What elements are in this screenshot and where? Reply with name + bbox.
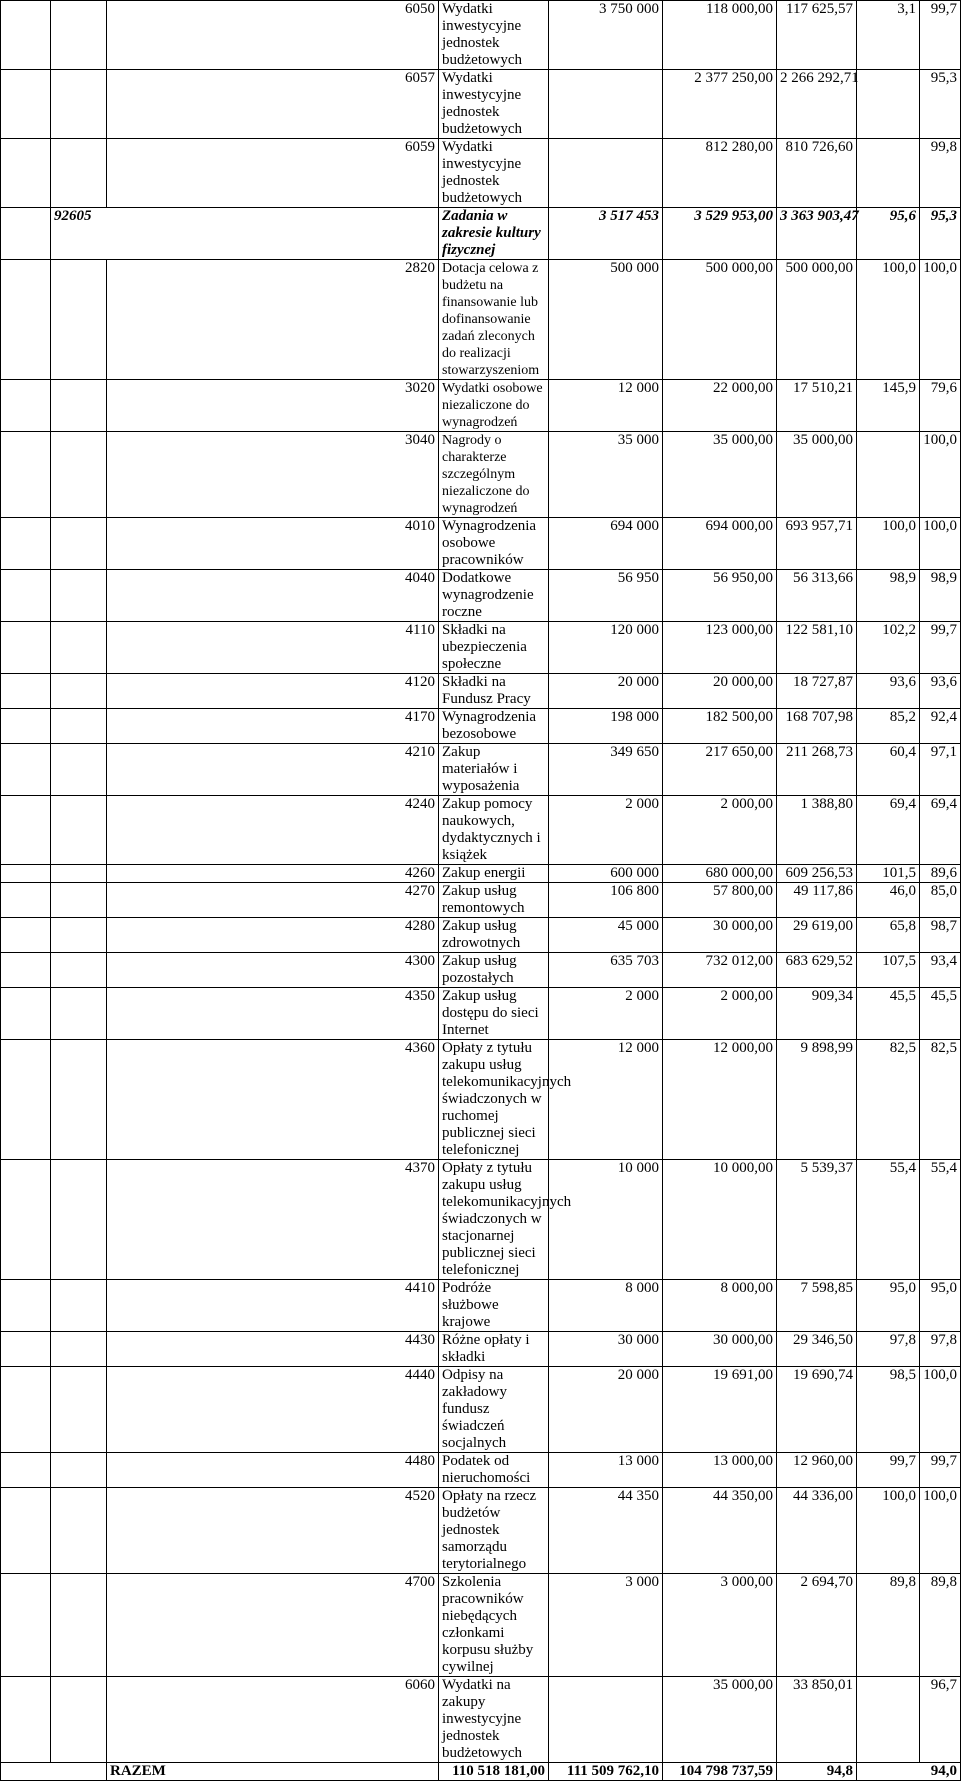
- table-row: [1, 796, 961, 865]
- item-name: Opłaty na rzecz budżetów jednostek samorządu terytorialnego: [439, 1488, 549, 1574]
- pct-after-value: 55,4: [920, 1160, 961, 1280]
- plan-value: 198 000: [549, 709, 663, 744]
- pct-after-value: 99,7: [920, 1453, 961, 1488]
- executed-value: 33 850,01: [777, 1677, 857, 1763]
- blank-cell: [1, 570, 51, 622]
- pct-after-value: 98,9: [920, 570, 961, 622]
- blank-cell: [51, 1332, 107, 1367]
- pct-after-value: 97,1: [920, 744, 961, 796]
- blank-cell: [51, 518, 107, 570]
- executed-value: 211 268,73: [777, 744, 857, 796]
- plan-after-value: 123 000,00: [663, 622, 777, 674]
- paragraph-code: 2820: [107, 260, 439, 380]
- table-row: [1, 1332, 961, 1367]
- blank-cell: [1, 1332, 51, 1367]
- pct-plan-value: 85,2: [857, 709, 920, 744]
- blank-cell: [51, 744, 107, 796]
- plan-value: 44 350: [549, 1488, 663, 1574]
- pct-plan-value: [857, 1677, 920, 1763]
- paragraph-code: 4700: [107, 1574, 439, 1677]
- total-label: RAZEM: [107, 1763, 439, 1781]
- pct-plan-value: 101,5: [857, 865, 920, 883]
- executed-value: 44 336,00: [777, 1488, 857, 1574]
- paragraph-code: 4480: [107, 1453, 439, 1488]
- plan-after-value: 680 000,00: [663, 865, 777, 883]
- pct-after-value: 93,4: [920, 953, 961, 988]
- blank-cell: [1, 1367, 51, 1453]
- plan-value: 2 000: [549, 988, 663, 1040]
- table-row: [1, 744, 961, 796]
- paragraph-code: 4240: [107, 796, 439, 865]
- paragraph-code: 3020: [107, 380, 439, 432]
- plan-after-value: 13 000,00: [663, 1453, 777, 1488]
- plan-after-value: 812 280,00: [663, 139, 777, 208]
- plan-after-value: 35 000,00: [663, 432, 777, 518]
- pct-after-value: 100,0: [920, 1488, 961, 1574]
- pct-plan-value: 100,0: [857, 260, 920, 380]
- table-row: [1, 570, 961, 622]
- item-name: Różne opłaty i składki: [439, 1332, 549, 1367]
- table-row: [1, 709, 961, 744]
- item-name: Zakup usług zdrowotnych: [439, 918, 549, 953]
- item-name: Podróże służbowe krajowe: [439, 1280, 549, 1332]
- executed-value: 693 957,71: [777, 518, 857, 570]
- blank-cell: [1, 674, 51, 709]
- item-name: Wydatki osobowe niezaliczone do wynagrodzeń: [439, 380, 549, 432]
- blank-cell: [51, 1677, 107, 1763]
- plan-value: 120 000: [549, 622, 663, 674]
- item-name: Wydatki na zakupy inwestycyjne jednostek budżetowych: [439, 1677, 549, 1763]
- plan-value: 56 950: [549, 570, 663, 622]
- executed-value: 29 346,50: [777, 1332, 857, 1367]
- executed-value: 35 000,00: [777, 432, 857, 518]
- plan-after-value: 10 000,00: [663, 1160, 777, 1280]
- plan-value: 30 000: [549, 1332, 663, 1367]
- table-row: [1, 432, 961, 518]
- blank-cell: [51, 1574, 107, 1677]
- pct-plan-value: 145,9: [857, 380, 920, 432]
- item-name: Składki na ubezpieczenia społeczne: [439, 622, 549, 674]
- plan-after-value: 3 000,00: [663, 1574, 777, 1677]
- pct-plan-value: 60,4: [857, 744, 920, 796]
- paragraph-code: 4120: [107, 674, 439, 709]
- pct-after-value: 92,4: [920, 709, 961, 744]
- pct-plan-value: 65,8: [857, 918, 920, 953]
- plan-after-value: 44 350,00: [663, 1488, 777, 1574]
- plan-value: 694 000: [549, 518, 663, 570]
- plan-value: [549, 1677, 663, 1763]
- executed-value: 909,34: [777, 988, 857, 1040]
- plan-value: 20 000: [549, 1367, 663, 1453]
- table-row: [1, 988, 961, 1040]
- plan-value: 600 000: [549, 865, 663, 883]
- blank-cell: [1, 208, 51, 260]
- plan-after-value: 732 012,00: [663, 953, 777, 988]
- blank-cell: [51, 918, 107, 953]
- plan-value: 106 800: [549, 883, 663, 918]
- blank-cell: [1, 1677, 51, 1763]
- executed-value: 17 510,21: [777, 380, 857, 432]
- blank-cell: [1, 744, 51, 796]
- plan-after-value: 118 000,00: [663, 1, 777, 70]
- executed-value: 122 581,10: [777, 622, 857, 674]
- total-plan: 110 518 181,00: [439, 1763, 549, 1781]
- paragraph-code: 4040: [107, 570, 439, 622]
- pct-plan-value: 97,8: [857, 1332, 920, 1367]
- blank-cell: [51, 260, 107, 380]
- plan-after-value: 35 000,00: [663, 1677, 777, 1763]
- paragraph-code: 4410: [107, 1280, 439, 1332]
- item-name: Opłaty z tytułu zakupu usług telekomunikacyjnych świadczonych w ruchomej publicznej sieci telefonicznej: [439, 1040, 549, 1160]
- blank-cell: [1, 796, 51, 865]
- item-name: Zakup energii: [439, 865, 549, 883]
- executed-value: 3 363 903,47: [777, 208, 857, 260]
- executed-value: 2 266 292,71: [777, 70, 857, 139]
- pct-after-value: 100,0: [920, 1367, 961, 1453]
- pct-plan-value: 99,7: [857, 1453, 920, 1488]
- pct-after-value: 97,8: [920, 1332, 961, 1367]
- paragraph-code: 4370: [107, 1160, 439, 1280]
- item-name: Podatek od nieruchomości: [439, 1453, 549, 1488]
- plan-after-value: 20 000,00: [663, 674, 777, 709]
- pct-plan-value: 89,8: [857, 1574, 920, 1677]
- plan-after-value: 56 950,00: [663, 570, 777, 622]
- pct-plan-value: [857, 432, 920, 518]
- pct-after-value: 82,5: [920, 1040, 961, 1160]
- paragraph-code: 4350: [107, 988, 439, 1040]
- blank-cell: [51, 674, 107, 709]
- plan-value: 8 000: [549, 1280, 663, 1332]
- blank-cell: [1, 953, 51, 988]
- paragraph-code: 3040: [107, 432, 439, 518]
- paragraph-code: 4110: [107, 622, 439, 674]
- pct-after-value: 89,8: [920, 1574, 961, 1677]
- item-name: Wynagrodzenia osobowe pracowników: [439, 518, 549, 570]
- pct-plan-value: 102,2: [857, 622, 920, 674]
- item-name: Składki na Fundusz Pracy: [439, 674, 549, 709]
- pct-plan-value: [857, 139, 920, 208]
- pct-plan-value: 100,0: [857, 518, 920, 570]
- executed-value: 12 960,00: [777, 1453, 857, 1488]
- pct-after-value: 89,6: [920, 865, 961, 883]
- pct-plan-value: 95,0: [857, 1280, 920, 1332]
- paragraph-code: 4430: [107, 1332, 439, 1367]
- paragraph-code: 4440: [107, 1367, 439, 1453]
- executed-value: 168 707,98: [777, 709, 857, 744]
- pct-after-value: 100,0: [920, 260, 961, 380]
- plan-value: 349 650: [549, 744, 663, 796]
- plan-after-value: 2 000,00: [663, 988, 777, 1040]
- blank-cell: [1, 1040, 51, 1160]
- pct-after-value: 85,0: [920, 883, 961, 918]
- budget-rows: [1, 1, 961, 1763]
- executed-value: 9 898,99: [777, 1040, 857, 1160]
- paragraph-code: 4520: [107, 1488, 439, 1574]
- pct-after-value: 95,3: [920, 70, 961, 139]
- item-name: Wydatki inwestycyjne jednostek budżetowych: [439, 1, 549, 70]
- paragraph-code: 4210: [107, 744, 439, 796]
- plan-value: [549, 70, 663, 139]
- pct-plan-value: 95,6: [857, 208, 920, 260]
- blank-cell: [1, 380, 51, 432]
- pct-plan-value: 98,9: [857, 570, 920, 622]
- paragraph-code: 4010: [107, 518, 439, 570]
- blank-cell: [1, 1, 51, 70]
- blank-cell: [51, 883, 107, 918]
- blank-cell: [1, 260, 51, 380]
- blank-cell: [51, 1040, 107, 1160]
- item-name: Wydatki inwestycyjne jednostek budżetowych: [439, 70, 549, 139]
- table-row: [1, 1, 961, 70]
- plan-after-value: 2 000,00: [663, 796, 777, 865]
- executed-value: 56 313,66: [777, 570, 857, 622]
- plan-value: 3 000: [549, 1574, 663, 1677]
- plan-after-value: 22 000,00: [663, 380, 777, 432]
- table-row: [1, 1677, 961, 1763]
- blank-cell: [1, 1453, 51, 1488]
- pct-after-value: 98,7: [920, 918, 961, 953]
- table-row: [1, 1040, 961, 1160]
- pct-plan-value: [857, 70, 920, 139]
- pct-plan-value: 107,5: [857, 953, 920, 988]
- executed-value: 7 598,85: [777, 1280, 857, 1332]
- blank-cell: [1, 139, 51, 208]
- total-blank-cell: [1, 1763, 51, 1781]
- blank-cell: [51, 988, 107, 1040]
- plan-value: [549, 139, 663, 208]
- item-name: Nagrody o charakterze szczególnym niezaliczone do wynagrodzeń: [439, 432, 549, 518]
- table-row: [1, 918, 961, 953]
- item-name: Dodatkowe wynagrodzenie roczne: [439, 570, 549, 622]
- pct-after-value: 99,7: [920, 1, 961, 70]
- blank-cell: [1, 432, 51, 518]
- total-blank-cell: [51, 1763, 107, 1781]
- table-row: [1, 518, 961, 570]
- table-row: [1, 139, 961, 208]
- plan-after-value: 217 650,00: [663, 744, 777, 796]
- pct-after-value: 99,8: [920, 139, 961, 208]
- pct-plan-value: 3,1: [857, 1, 920, 70]
- plan-after-value: 500 000,00: [663, 260, 777, 380]
- table-row: [1, 1488, 961, 1574]
- plan-value: 500 000: [549, 260, 663, 380]
- executed-value: 2 694,70: [777, 1574, 857, 1677]
- plan-after-value: 182 500,00: [663, 709, 777, 744]
- blank-cell: [51, 139, 107, 208]
- blank-cell: [51, 796, 107, 865]
- item-name: Szkolenia pracowników niebędących członkami korpusu służby cywilnej: [439, 1574, 549, 1677]
- blank-cell: [1, 918, 51, 953]
- blank-cell: [1, 709, 51, 744]
- blank-cell: [1, 1280, 51, 1332]
- blank-cell: [51, 709, 107, 744]
- executed-value: 29 619,00: [777, 918, 857, 953]
- table-row: [1, 865, 961, 883]
- pct-after-value: 100,0: [920, 432, 961, 518]
- blank-cell: [51, 570, 107, 622]
- blank-cell: [1, 883, 51, 918]
- blank-cell: [51, 865, 107, 883]
- item-name: Wydatki inwestycyjne jednostek budżetowych: [439, 139, 549, 208]
- plan-after-value: 30 000,00: [663, 1332, 777, 1367]
- pct-plan-value: 55,4: [857, 1160, 920, 1280]
- plan-value: 12 000: [549, 380, 663, 432]
- blank-cell: [51, 1160, 107, 1280]
- item-name: Zakup usług pozostałych: [439, 953, 549, 988]
- pct-plan-value: 93,6: [857, 674, 920, 709]
- item-name: Wynagrodzenia bezosobowe: [439, 709, 549, 744]
- blank-cell: [1, 988, 51, 1040]
- section-row: [1, 208, 961, 260]
- table-row: [1, 70, 961, 139]
- paragraph-code: 4300: [107, 953, 439, 988]
- blank-cell: [51, 70, 107, 139]
- table-row: [1, 1574, 961, 1677]
- paragraph-code: 6060: [107, 1677, 439, 1763]
- blank-cell: [1, 1574, 51, 1677]
- blank-cell: [51, 1453, 107, 1488]
- plan-value: 12 000: [549, 1040, 663, 1160]
- blank-cell: [51, 622, 107, 674]
- table-row: [1, 1453, 961, 1488]
- plan-value: 13 000: [549, 1453, 663, 1488]
- executed-value: 49 117,86: [777, 883, 857, 918]
- paragraph-code: 6057: [107, 70, 439, 139]
- pct-after-value: 99,7: [920, 622, 961, 674]
- item-name: Dotacja celowa z budżetu na finansowanie lub dofinansowanie zadań zleconych do realizacji stowarzyszeniom: [439, 260, 549, 380]
- blank-cell: [51, 1488, 107, 1574]
- executed-value: 18 727,87: [777, 674, 857, 709]
- table-row: [1, 380, 961, 432]
- plan-after-value: 57 800,00: [663, 883, 777, 918]
- pct-after-value: 45,5: [920, 988, 961, 1040]
- paragraph-code: 4260: [107, 865, 439, 883]
- pct-plan-value: 46,0: [857, 883, 920, 918]
- table-row: [1, 674, 961, 709]
- pct-after-value: 96,7: [920, 1677, 961, 1763]
- table-row: [1, 260, 961, 380]
- executed-value: 500 000,00: [777, 260, 857, 380]
- pct-after-value: 100,0: [920, 518, 961, 570]
- paragraph-code: 6059: [107, 139, 439, 208]
- plan-after-value: 694 000,00: [663, 518, 777, 570]
- plan-after-value: 3 529 953,00: [663, 208, 777, 260]
- plan-after-value: 30 000,00: [663, 918, 777, 953]
- plan-after-value: 2 377 250,00: [663, 70, 777, 139]
- table-row: [1, 1280, 961, 1332]
- pct-plan-value: 45,5: [857, 988, 920, 1040]
- blank-cell: [51, 380, 107, 432]
- table-row: [1, 1367, 961, 1453]
- plan-after-value: 8 000,00: [663, 1280, 777, 1332]
- section-name: Zadania w zakresie kultury fizycznej: [439, 208, 549, 260]
- total-executed: 104 798 737,59: [663, 1763, 777, 1781]
- blank-cell: [51, 432, 107, 518]
- blank-cell: [1, 70, 51, 139]
- table-row: [1, 622, 961, 674]
- pct-after-value: 95,3: [920, 208, 961, 260]
- blank-cell: [1, 622, 51, 674]
- total-row: [1, 1763, 961, 1781]
- plan-value: 635 703: [549, 953, 663, 988]
- blank-cell: [1, 865, 51, 883]
- item-name: Zakup usług dostępu do sieci Internet: [439, 988, 549, 1040]
- executed-value: 683 629,52: [777, 953, 857, 988]
- paragraph-code: 4280: [107, 918, 439, 953]
- blank-cell: [1, 1488, 51, 1574]
- item-name: Opłaty z tytułu zakupu usług telekomunikacyjnych świadczonych w stacjonarnej publicznej sieci telefonicznej: [439, 1160, 549, 1280]
- total-plan-after: 111 509 762,10: [549, 1763, 663, 1781]
- plan-value: 2 000: [549, 796, 663, 865]
- plan-value: 45 000: [549, 918, 663, 953]
- plan-after-value: 12 000,00: [663, 1040, 777, 1160]
- item-name: Zakup usług remontowych: [439, 883, 549, 918]
- blank-cell: [1, 1160, 51, 1280]
- executed-value: 19 690,74: [777, 1367, 857, 1453]
- executed-value: 1 388,80: [777, 796, 857, 865]
- blank-cell: [51, 1, 107, 70]
- total-pct-after: 94,0: [857, 1763, 961, 1781]
- chapter-code: 92605: [51, 208, 439, 260]
- pct-after-value: 93,6: [920, 674, 961, 709]
- executed-value: 609 256,53: [777, 865, 857, 883]
- paragraph-code: 4270: [107, 883, 439, 918]
- paragraph-code: 4360: [107, 1040, 439, 1160]
- item-name: Odpisy na zakładowy fundusz świadczeń socjalnych: [439, 1367, 549, 1453]
- blank-cell: [1, 518, 51, 570]
- plan-value: 20 000: [549, 674, 663, 709]
- executed-value: 810 726,60: [777, 139, 857, 208]
- pct-after-value: 95,0: [920, 1280, 961, 1332]
- paragraph-code: 4170: [107, 709, 439, 744]
- pct-after-value: 69,4: [920, 796, 961, 865]
- blank-cell: [51, 1280, 107, 1332]
- plan-value: 35 000: [549, 432, 663, 518]
- paragraph-code: 6050: [107, 1, 439, 70]
- table-row: [1, 1160, 961, 1280]
- blank-cell: [51, 1367, 107, 1453]
- pct-plan-value: 98,5: [857, 1367, 920, 1453]
- executed-value: 117 625,57: [777, 1, 857, 70]
- pct-after-value: 79,6: [920, 380, 961, 432]
- plan-value: 10 000: [549, 1160, 663, 1280]
- plan-after-value: 19 691,00: [663, 1367, 777, 1453]
- table-row: [1, 953, 961, 988]
- item-name: Zakup materiałów i wyposażenia: [439, 744, 549, 796]
- pct-plan-value: 69,4: [857, 796, 920, 865]
- plan-value: 3 750 000: [549, 1, 663, 70]
- pct-plan-value: 100,0: [857, 1488, 920, 1574]
- total-pct-plan: 94,8: [777, 1763, 857, 1781]
- plan-value: 3 517 453: [549, 208, 663, 260]
- pct-plan-value: 82,5: [857, 1040, 920, 1160]
- blank-cell: [51, 953, 107, 988]
- item-name: Zakup pomocy naukowych, dydaktycznych i książek: [439, 796, 549, 865]
- table-row: [1, 883, 961, 918]
- executed-value: 5 539,37: [777, 1160, 857, 1280]
